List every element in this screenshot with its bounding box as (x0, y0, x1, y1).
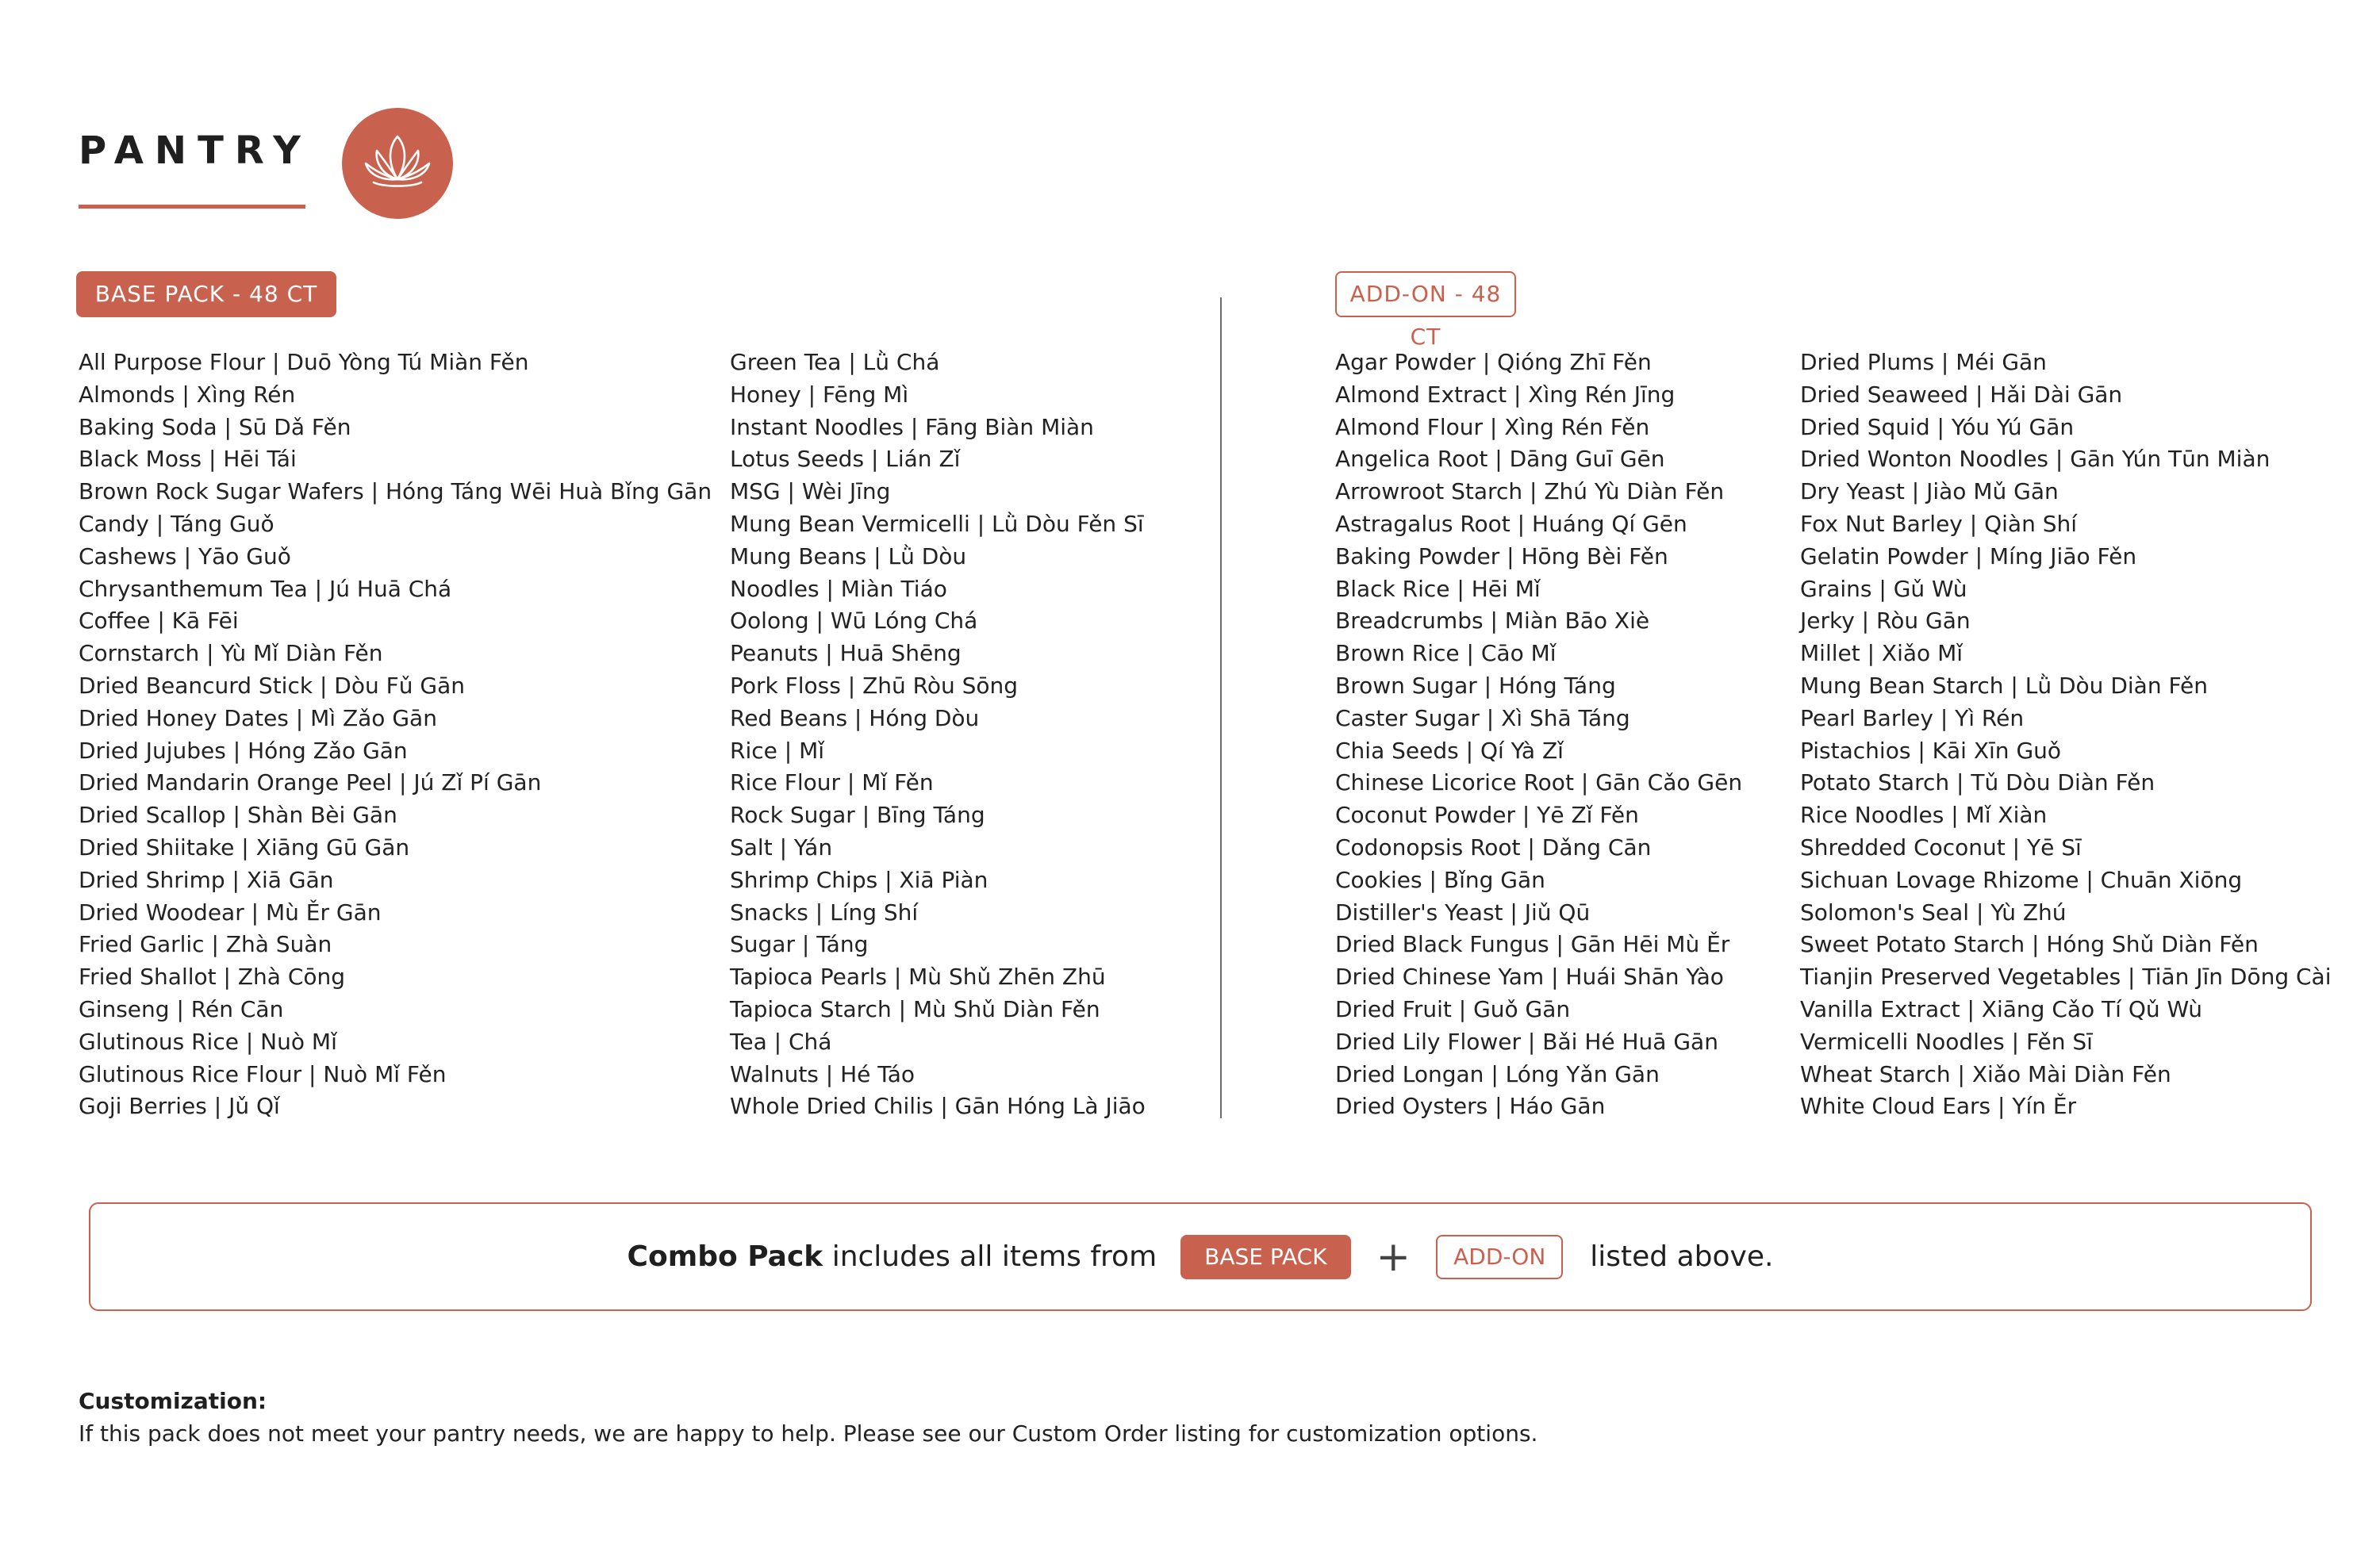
list-item: Dried Jujubes | Hóng Zǎo Gān (79, 737, 408, 764)
list-item: Snacks | Líng Shí (730, 899, 919, 926)
list-item: Ginseng | Rén Cān (79, 995, 284, 1022)
list-item: Lotus Seeds | Lián Zǐ (730, 446, 961, 473)
list-item: Brown Sugar | Hóng Táng (1335, 672, 1616, 699)
list-item: Dried Plums | Méi Gān (1800, 349, 2047, 375)
list-item: Honey | Fēng Mì (730, 381, 909, 408)
list-item: Sugar | Táng (730, 931, 869, 958)
list-item: Salt | Yán (730, 834, 833, 861)
list-item: Coffee | Kā Fēi (79, 608, 239, 634)
list-item: Mung Beans | Lǜ Dòu (730, 542, 967, 569)
list-item: Shredded Coconut | Yē Sī (1800, 834, 2082, 861)
list-item: Dried Seaweed | Hǎi Dài Gān (1800, 381, 2123, 408)
list-item: Glutinous Rice Flour | Nuò Mǐ Fěn (79, 1060, 447, 1087)
list-item: Whole Dried Chilis | Gān Hóng Là Jiāo (730, 1093, 1146, 1120)
list-item: Rice | Mǐ (730, 737, 825, 764)
list-item: Dried Beancurd Stick | Dòu Fǔ Gān (79, 672, 465, 699)
list-item: Millet | Xiǎo Mǐ (1800, 640, 1964, 667)
list-item: Dry Yeast | Jiào Mǔ Gān (1800, 478, 2059, 505)
list-item: Fox Nut Barley | Qiàn Shí (1800, 510, 2078, 537)
combo-pack-sentence (628, 1240, 1157, 1273)
list-item: Instant Noodles | Fāng Biàn Miàn (730, 413, 1094, 440)
brand-title: PANTRY (79, 128, 312, 173)
list-item: Tapioca Pearls | Mù Shǔ Zhēn Zhū (730, 964, 1106, 991)
list-item: Oolong | Wū Lóng Chá (730, 608, 978, 634)
list-item: Rock Sugar | Bīng Táng (730, 802, 985, 829)
combo-add-on-badge: ADD-ON (1436, 1235, 1563, 1279)
list-item: Chinese Licorice Root | Gān Cǎo Gēn (1335, 769, 1743, 796)
list-item: Rice Noodles | Mǐ Xiàn (1800, 802, 2048, 829)
list-item: Dried Oysters | Háo Gān (1335, 1093, 1606, 1120)
list-item: Arrowroot Starch | Zhú Yù Diàn Fěn (1335, 478, 1725, 505)
list-item: Distiller's Yeast | Jiǔ Qū (1335, 899, 1591, 926)
list-item: Fried Shallot | Zhà Cōng (79, 964, 346, 991)
list-item: Almonds | Xìng Rén (79, 381, 296, 408)
list-item: All Purpose Flour | Duō Yòng Tú Miàn Fěn (79, 349, 529, 375)
customization-title: Customization: (79, 1388, 267, 1414)
list-item: Green Tea | Lǜ Chá (730, 349, 940, 375)
lotus-icon (342, 108, 453, 219)
list-item: Jerky | Ròu Gān (1800, 608, 1971, 634)
list-item: Cookies | Bǐng Gān (1335, 866, 1545, 893)
add-on-list-left (1335, 347, 1742, 1123)
list-item: Dried Black Fungus | Gān Hēi Mù Ěr (1335, 931, 1730, 958)
list-item: Coconut Powder | Yē Zǐ Fěn (1335, 802, 1639, 829)
list-item: Glutinous Rice | Nuò Mǐ (79, 1028, 337, 1055)
customization-body: If this pack does not meet your pantry needs, we are happy to help. Please see our Custom Order listing for customization options. (79, 1420, 1538, 1447)
list-item: Peanuts | Huā Shēng (730, 640, 962, 667)
list-item: Noodles | Miàn Tiáo (730, 575, 947, 602)
list-item: Brown Rice | Cāo Mǐ (1335, 640, 1557, 667)
list-item: Caster Sugar | Xì Shā Táng (1335, 704, 1630, 731)
list-item: Brown Rock Sugar Wafers | Hóng Táng Wēi Huà Bǐng Gān (79, 478, 712, 505)
list-item: Potato Starch | Tǔ Dòu Diàn Fěn (1800, 769, 2155, 796)
list-item: Dried Honey Dates | Mì Zǎo Gān (79, 704, 437, 731)
list-item: Red Beans | Hóng Dòu (730, 704, 980, 731)
list-item: Shrimp Chips | Xiā Piàn (730, 866, 988, 893)
list-item: Dried Mandarin Orange Peel | Jú Zǐ Pí Gān (79, 769, 542, 796)
list-item: Vanilla Extract | Xiāng Cǎo Tí Qǔ Wù (1800, 995, 2202, 1022)
list-item: Almond Flour | Xìng Rén Fěn (1335, 413, 1650, 440)
plus-icon: + (1376, 1232, 1411, 1281)
list-item: Sichuan Lovage Rhizome | Chuān Xiōng (1800, 866, 2243, 893)
combo-pack-row (90, 1204, 2310, 1309)
list-item: Almond Extract | Xìng Rén Jīng (1335, 381, 1676, 408)
list-item: Dried Squid | Yóu Yú Gān (1800, 413, 2075, 440)
list-item: Dried Woodear | Mù Ěr Gān (79, 899, 382, 926)
list-item: Dried Scallop | Shàn Bèi Gān (79, 802, 397, 829)
add-on-list-right (1800, 347, 2332, 1123)
brand-underline (79, 205, 305, 209)
list-item: Agar Powder | Qióng Zhī Fěn (1335, 349, 1652, 375)
combo-pack-name: Combo Pack (627, 1240, 823, 1273)
list-item: MSG | Wèi Jīng (730, 478, 891, 505)
add-on-badge: ADD-ON - 48 CT (1335, 271, 1516, 317)
list-item: Baking Powder | Hōng Bèi Fěn (1335, 542, 1668, 569)
list-item: Vermicelli Noodles | Fěn Sī (1800, 1028, 2093, 1055)
list-item: Solomon's Seal | Yù Zhú (1800, 899, 2067, 926)
list-item: Mung Bean Vermicelli | Lǜ Dòu Fěn Sī (730, 510, 1144, 537)
list-item: Pistachios | Kāi Xīn Guǒ (1800, 737, 2062, 764)
list-item: Black Rice | Hēi Mǐ (1335, 575, 1541, 602)
list-item: Breadcrumbs | Miàn Bāo Xiè (1335, 608, 1650, 634)
list-item: Tianjin Preserved Vegetables | Tiān Jīn Dōng Cài (1800, 964, 2332, 991)
list-item: Dried Fruit | Guǒ Gān (1335, 995, 1571, 1022)
list-item: Dried Lily Flower | Bǎi Hé Huā Gān (1335, 1028, 1718, 1055)
list-item: Astragalus Root | Huáng Qí Gēn (1335, 510, 1687, 537)
combo-pack-text: includes all items from (823, 1240, 1157, 1273)
list-item: Tapioca Starch | Mù Shǔ Diàn Fěn (730, 995, 1100, 1022)
list-item: Fried Garlic | Zhà Suàn (79, 931, 332, 958)
list-item: Cashews | Yāo Guǒ (79, 542, 291, 569)
list-item: Wheat Starch | Xiǎo Mài Diàn Fěn (1800, 1060, 2171, 1087)
list-item: Dried Shrimp | Xiā Gān (79, 866, 334, 893)
base-pack-list-right (730, 347, 1146, 1123)
combo-base-pack-badge: BASE PACK (1180, 1235, 1350, 1279)
list-item: Grains | Gǔ Wù (1800, 575, 1967, 602)
list-item: Rice Flour | Mǐ Fěn (730, 769, 934, 796)
list-item: Walnuts | Hé Táo (730, 1060, 916, 1087)
list-item: Dried Longan | Lóng Yǎn Gān (1335, 1060, 1660, 1087)
list-item: Chrysanthemum Tea | Jú Huā Chá (79, 575, 452, 602)
list-item: Dried Wonton Noodles | Gān Yún Tūn Miàn (1800, 446, 2271, 473)
list-item: Sweet Potato Starch | Hóng Shǔ Diàn Fěn (1800, 931, 2259, 958)
list-item: Angelica Root | Dāng Guī Gēn (1335, 446, 1665, 473)
base-pack-list-left (79, 347, 712, 1123)
combo-pack-box (89, 1202, 2312, 1311)
list-item: Gelatin Powder | Míng Jiāo Fěn (1800, 542, 2137, 569)
list-item: Codonopsis Root | Dǎng Cān (1335, 834, 1652, 861)
list-item: Baking Soda | Sū Dǎ Fěn (79, 413, 351, 440)
list-item: Goji Berries | Jǔ Qǐ (79, 1093, 280, 1120)
list-item: Tea | Chá (730, 1028, 832, 1055)
list-item: White Cloud Ears | Yín Ěr (1800, 1093, 2077, 1120)
list-item: Mung Bean Starch | Lǜ Dòu Diàn Fěn (1800, 672, 2209, 699)
list-item: Chia Seeds | Qí Yà Zǐ (1335, 737, 1564, 764)
list-item: Candy | Táng Guǒ (79, 510, 274, 537)
list-item: Dried Shiitake | Xiāng Gū Gān (79, 834, 410, 861)
list-item: Pearl Barley | Yì Rén (1800, 704, 2025, 731)
section-divider (1220, 297, 1222, 1118)
list-item: Cornstarch | Yù Mǐ Diàn Fěn (79, 640, 383, 667)
base-pack-badge: BASE PACK - 48 CT (76, 271, 336, 317)
list-item: Black Moss | Hēi Tái (79, 446, 297, 473)
combo-pack-suffix: listed above. (1590, 1240, 1774, 1273)
list-item: Dried Chinese Yam | Huái Shān Yào (1335, 964, 1724, 991)
list-item: Pork Floss | Zhū Ròu Sōng (730, 672, 1019, 699)
